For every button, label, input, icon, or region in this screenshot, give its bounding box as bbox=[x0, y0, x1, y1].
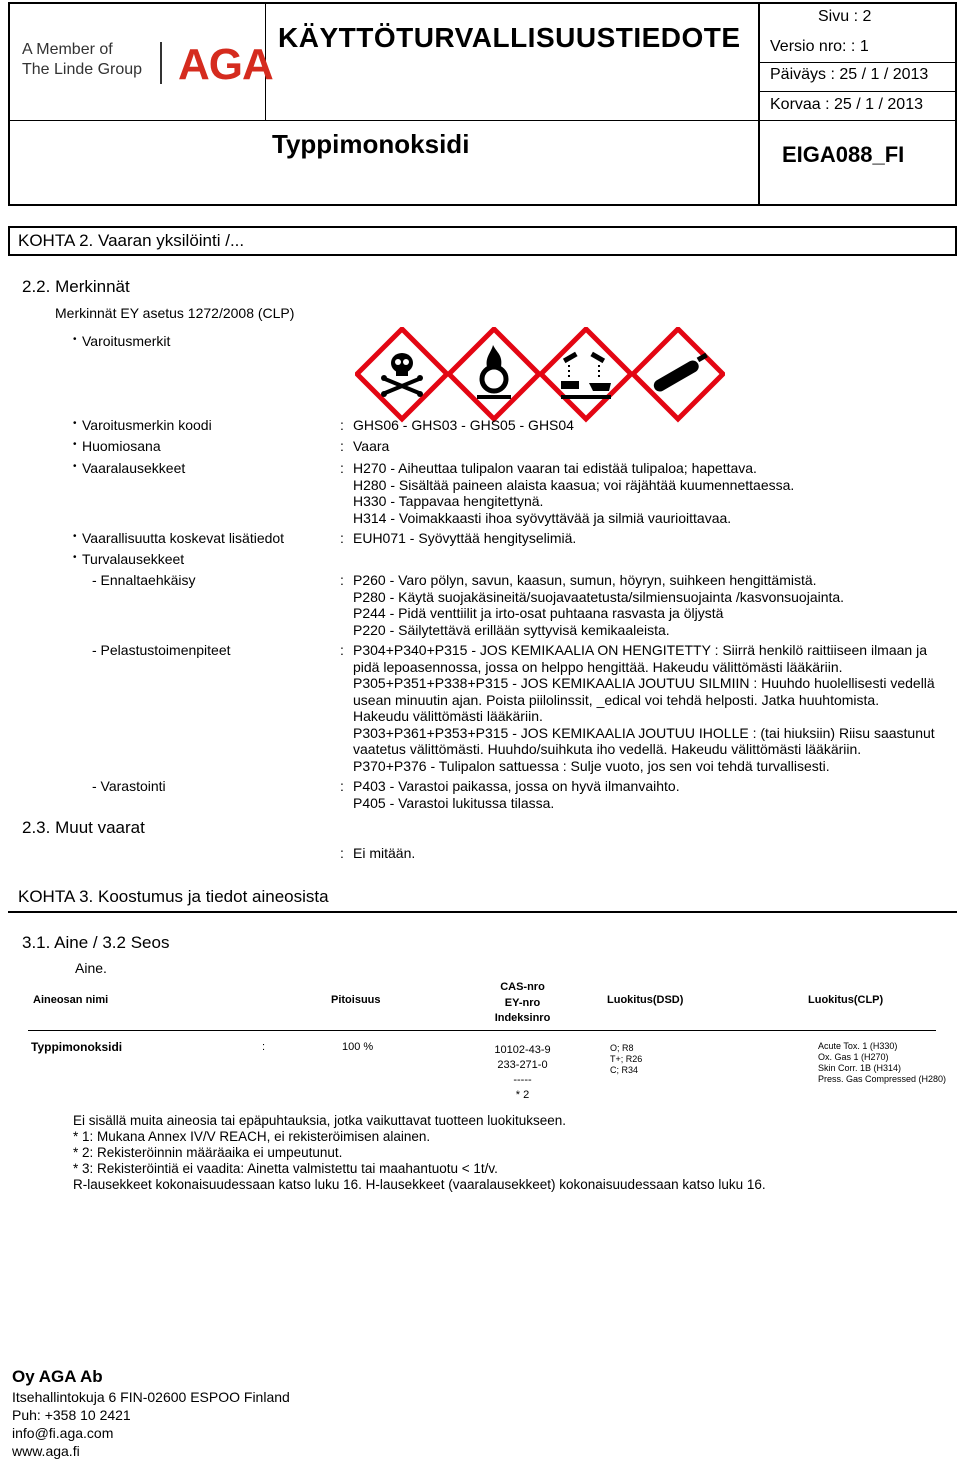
subsection-2-2-title: 2.2. Merkinnät bbox=[22, 277, 130, 296]
colon: : bbox=[340, 417, 344, 433]
signal-word-label: • Huomiosana bbox=[82, 438, 161, 454]
storage-statement: P403 - Varastoi paikassa, jossa on hyvä ilmanvaihto. bbox=[353, 778, 680, 794]
col-header-index: Indeksinro bbox=[494, 1012, 551, 1024]
response-statement: usean minuutin ajan. Poista piilolinssit, _edical voi tehdä helposti. Jatka huuhtomista. bbox=[353, 691, 880, 708]
product-name: Typpimonoksidi bbox=[272, 129, 470, 159]
document-header bbox=[8, 2, 957, 206]
response-statement: Hakeudu välittömästi lääkäriin. bbox=[353, 708, 543, 724]
ghs-pictograms bbox=[355, 327, 725, 423]
dsd-classification bbox=[610, 1043, 642, 1076]
clp-item: Skin Corr. 1B (H314) bbox=[818, 1063, 902, 1073]
response-statement: P303+P361+P353+P315 - JOS KEMIKAALIA JOUTUU IHOLLE : (tai hiuksiin) Riisu saastunut bbox=[353, 724, 935, 741]
version-number: Versio nro: : 1 bbox=[770, 38, 869, 55]
subsection-2-3-title: 2.3. Muut vaarat bbox=[22, 818, 145, 837]
colon: : bbox=[340, 438, 344, 454]
subsection-3-1-title: 3.1. Aine / 3.2 Seos bbox=[22, 933, 170, 952]
section-3-rule bbox=[8, 911, 957, 913]
linde-group-logo bbox=[22, 40, 142, 80]
storage-label: - Varastointi bbox=[92, 778, 166, 794]
note-line: * 3: Rekisteröintiä ei vaadita: Ainetta valmistettu tai maahantuotu < 1t/v. bbox=[73, 1161, 498, 1176]
precautionary-label: • Turvalausekkeet bbox=[82, 551, 184, 567]
ec-number: 233-271-0 bbox=[497, 1059, 548, 1071]
flame-over-circle-icon bbox=[449, 329, 539, 419]
logo-text: A Member of bbox=[22, 41, 113, 58]
col-header-dsd: Luokitus(DSD) bbox=[607, 994, 684, 1006]
hazard-statement: H270 - Aiheuttaa tulipalon vaaran tai edistää tulipaloa; hapettava. bbox=[353, 460, 757, 476]
storage-statement: P405 - Varastoi lukitussa tilassa. bbox=[353, 794, 555, 811]
response-statement: P305+P351+P338+P315 - JOS KEMIKAALIA JOUTUU SILMIIN : Huuhdo huolellisesti vedellä bbox=[353, 675, 935, 691]
substance-type: Aine. bbox=[75, 960, 107, 976]
document-title: KÄYTTÖTURVALLISUUSTIEDOTE bbox=[278, 22, 741, 53]
header-row-divider bbox=[10, 120, 955, 121]
col-header-content: Pitoisuus bbox=[331, 994, 381, 1006]
hazard-statement: H330 - Tappavaa hengitettynä. bbox=[353, 493, 544, 509]
section-2-title: KOHTA 2. Vaaran yksilöinti /... bbox=[8, 226, 957, 256]
hazard-statements bbox=[353, 460, 953, 526]
dsd-item: C; R34 bbox=[610, 1065, 639, 1075]
clp-item: Ox. Gas 1 (H270) bbox=[818, 1052, 889, 1062]
issue-date: Päiväys : 25 / 1 / 2013 bbox=[770, 66, 929, 83]
response-statement: pidä lepoasennossa, jossa on helppo hengittää. Hakeudu välittömästi lääkäriin. bbox=[353, 658, 843, 675]
response-statement: P304+P340+P315 - JOS KEMIKAALIA ON HENGITETTY : Siirrä henkilö raittiiseen ilmaan ja bbox=[353, 642, 927, 658]
note-line: * 1: Mukana Annex IV/V REACH, ei rekisteröimisen alainen. bbox=[73, 1129, 431, 1144]
colon: : bbox=[340, 845, 344, 861]
prevention-statement: P220 - Säilytettävä erillään syttyvisä kemikaaleista. bbox=[353, 621, 670, 638]
clp-classification bbox=[818, 1041, 946, 1085]
col-header-name: Aineosan nimi bbox=[33, 994, 109, 1006]
company-phone: Puh: +358 10 2421 bbox=[12, 1407, 131, 1423]
skull-crossbones-icon bbox=[357, 329, 447, 419]
company-address: Itsehallintokuja 6 FIN-02600 ESPOO Finland bbox=[12, 1389, 290, 1405]
note-line: R-lausekkeet kokonaisuudessaan katso luku 16. H-lausekkeet (vaaralausekkeet) kokonaisuudessaan katso luku 16. bbox=[73, 1177, 766, 1192]
corrosion-icon bbox=[541, 329, 631, 419]
page-number: Sivu : 2 bbox=[818, 8, 872, 25]
header-row-divider bbox=[758, 62, 955, 63]
clp-title: Merkinnät EY asetus 1272/2008 (CLP) bbox=[55, 305, 295, 321]
colon: : bbox=[262, 1041, 266, 1053]
other-hazards-value: Ei mitään. bbox=[353, 845, 416, 861]
prevention-statement: P244 - Pidä venttiilit ja irto-osat puhtaana rasvasta ja öljystä bbox=[353, 605, 724, 621]
clp-item: Acute Tox. 1 (H330) bbox=[818, 1041, 898, 1051]
component-ids bbox=[480, 1043, 565, 1103]
cas-number: 10102-43-9 bbox=[494, 1044, 551, 1056]
component-content: 100 % bbox=[342, 1041, 374, 1053]
hazard-statement: H280 - Sisältää paineen alaista kaasua; voi räjähtää kuumennettaessa. bbox=[353, 476, 795, 493]
note-line: Ei sisällä muita aineosia tai epäpuhtauksia, jotka vaikuttavat tuotteen luokitukseen. bbox=[73, 1113, 567, 1128]
response-statement: vaatetus välittömästi. Huuhdo/suihkuta iho vedellä. Hakeudu välittömästi lääkäriin. bbox=[353, 741, 862, 757]
col-header-ids bbox=[480, 980, 565, 1027]
hazard-statement: H314 - Voimakkaasti ihoa syövyttävää ja silmiä vaurioittavaa. bbox=[353, 509, 732, 526]
prevention-statement: P260 - Varo pölyn, savun, kaasun, sumun, höyryn, suihkeen hengittämistä. bbox=[353, 572, 817, 588]
document-code: EIGA088_FI bbox=[782, 142, 905, 167]
company-email[interactable]: info@fi.aga.com bbox=[12, 1425, 114, 1441]
clp-item: Press. Gas Compressed (H280) bbox=[818, 1074, 947, 1084]
table-header-rule bbox=[28, 1030, 936, 1031]
response-statements bbox=[353, 642, 953, 774]
col-header-ec: EY-nro bbox=[504, 996, 541, 1009]
storage-statements bbox=[353, 778, 953, 811]
section-3-title: KOHTA 3. Koostumus ja tiedot aineosista bbox=[18, 887, 329, 906]
colon: : bbox=[340, 460, 344, 476]
code-label: • Varoitusmerkin koodi bbox=[82, 417, 212, 433]
company-name: Oy AGA Ab bbox=[12, 1367, 103, 1386]
colon: : bbox=[340, 572, 344, 588]
extra-info-label: • Vaarallisuutta koskevat lisätiedot bbox=[82, 530, 284, 546]
dsd-item: T+; R26 bbox=[610, 1054, 643, 1064]
dsd-item: O; R8 bbox=[610, 1043, 634, 1053]
composition-notes bbox=[73, 1113, 766, 1193]
logo-separator bbox=[160, 42, 162, 84]
prevention-statement: P280 - Käytä suojakäsineitä/suojavaatetusta/silmiensuojainta /kasvonsuojainta. bbox=[353, 588, 845, 605]
replaces-date: Korvaa : 25 / 1 / 2013 bbox=[770, 96, 923, 113]
extra-info-value: EUH071 - Syövyttää hengityselimiä. bbox=[353, 530, 577, 546]
index-number: ----- bbox=[513, 1074, 532, 1086]
company-website[interactable]: www.aga.fi bbox=[12, 1443, 80, 1459]
logo-text: The Linde Group bbox=[22, 61, 143, 78]
colon: : bbox=[340, 642, 344, 658]
prevention-label: - Ennaltaehkäisy bbox=[92, 572, 196, 588]
header-divider bbox=[758, 4, 760, 204]
note-line: * 2: Rekisteröinnin määräaika ei umpeutunut. bbox=[73, 1145, 343, 1160]
response-label: - Pelastustoimenpiteet bbox=[92, 642, 231, 658]
registration-note: * 2 bbox=[515, 1089, 530, 1101]
code-value: GHS06 - GHS03 - GHS05 - GHS04 bbox=[353, 417, 574, 433]
gas-cylinder-icon bbox=[633, 329, 723, 419]
signal-word-value: Vaara bbox=[353, 438, 390, 454]
aga-logo: AGA bbox=[178, 40, 273, 89]
col-header-cas: CAS-nro bbox=[500, 981, 545, 993]
colon: : bbox=[340, 778, 344, 794]
hazard-statements-label: • Vaaralausekkeet bbox=[82, 460, 185, 476]
response-statement: P370+P376 - Tulipalon sattuessa : Sulje vuoto, jos sen voi tehdä turvallisesti. bbox=[353, 757, 830, 774]
colon: : bbox=[340, 530, 344, 546]
pictograms-label: • Varoitusmerkit bbox=[82, 333, 170, 349]
header-row-divider bbox=[758, 91, 955, 92]
prevention-statements bbox=[353, 572, 953, 638]
col-header-clp: Luokitus(CLP) bbox=[808, 994, 884, 1006]
component-name: Typpimonoksidi bbox=[31, 1040, 123, 1054]
